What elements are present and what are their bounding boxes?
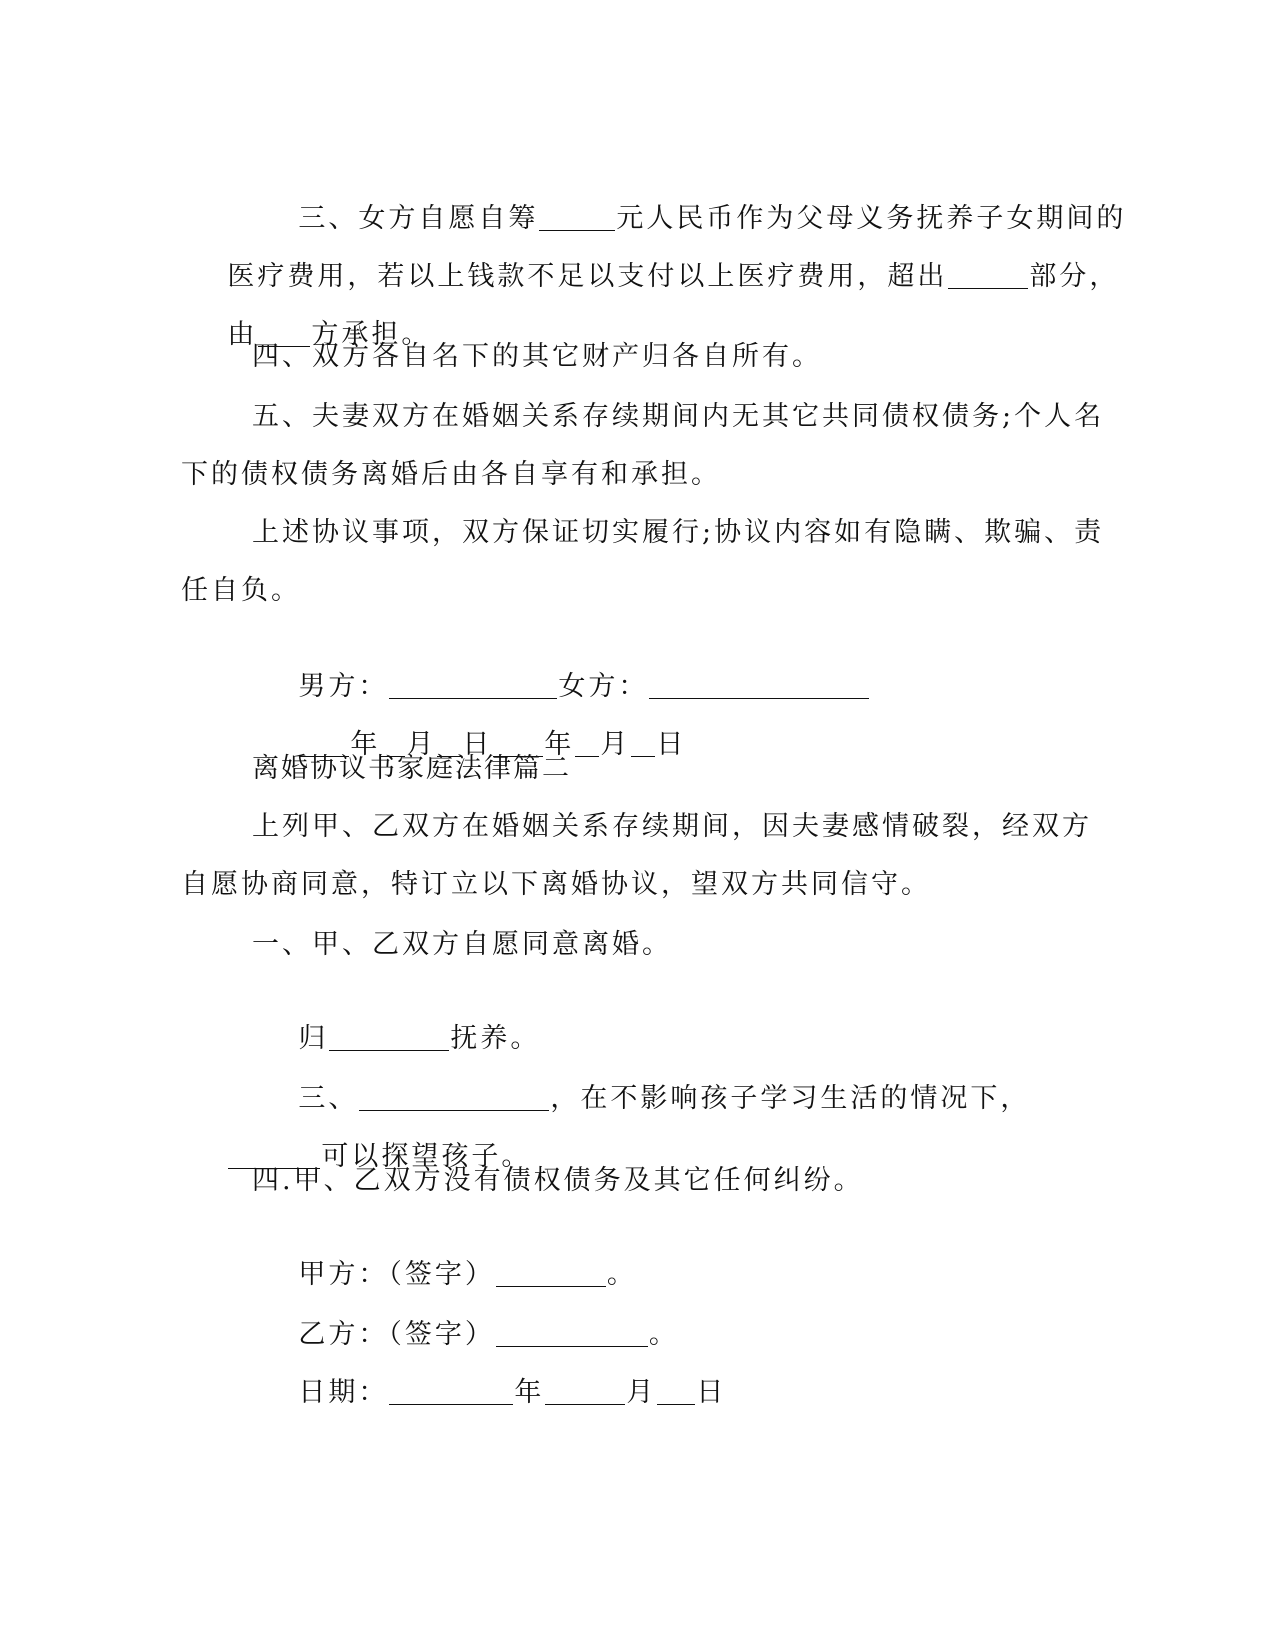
- party-b-label: 乙方：（签字）: [298, 1319, 495, 1350]
- summary-line1: 上述协议事项，双方保证切实履行;协议内容如有隐瞒、欺骗、责: [252, 517, 1105, 548]
- date-label: 日期：: [298, 1377, 389, 1408]
- text: 。: [648, 1319, 679, 1350]
- day-blank: [631, 730, 655, 757]
- day-label: 日: [696, 1377, 727, 1408]
- month-label: 月: [406, 729, 437, 760]
- year-label: 年: [350, 729, 381, 760]
- text: 可以探望孩子。: [321, 1141, 532, 1172]
- male-label: 男方：: [298, 671, 389, 702]
- text: 部分，: [1029, 261, 1120, 292]
- blank-line: [948, 262, 1028, 289]
- text: 归: [298, 1023, 329, 1054]
- text: 抚养。: [450, 1023, 541, 1054]
- year-label: 年: [514, 1377, 545, 1408]
- female-label: 女方：: [558, 671, 649, 702]
- month-blank: [545, 1378, 625, 1405]
- intro-line2: 自愿协商同意，特订立以下离婚协议，望双方共同信守。: [181, 869, 931, 900]
- party-a-label: 甲方：（签字）: [298, 1259, 495, 1290]
- day-label: 日: [462, 729, 493, 760]
- day-blank: [657, 1378, 695, 1405]
- text: 。: [606, 1259, 637, 1290]
- section-heading: 离婚协议书家庭法律篇二: [252, 753, 571, 784]
- day-label: 日: [656, 729, 687, 760]
- month-label: 月: [626, 1377, 657, 1408]
- text: 三、女方自愿自筹: [298, 203, 539, 234]
- text: 医疗费用，若以上钱款不足以支付以上医疗费用，超出: [227, 261, 948, 292]
- intro-line1: 上列甲、乙双方在婚姻关系存续期间，因夫妻感情破裂，经双方: [252, 811, 1092, 842]
- text: ，在不影响孩子学习生活的情况下，: [550, 1083, 1031, 1114]
- para4: 四、双方各自名下的其它财产归各自所有。: [252, 341, 822, 372]
- item4: 四.甲、乙双方没有债权债务及其它任何纠纷。: [252, 1165, 864, 1196]
- year-label: 年: [544, 729, 575, 760]
- text: 三、: [298, 1083, 359, 1114]
- month-label: 月: [600, 729, 631, 760]
- text: 元人民币作为父母义务抚养子女期间的: [616, 203, 1127, 234]
- text: 由: [227, 319, 258, 350]
- item1: 一、甲、乙双方自愿同意离婚。: [252, 929, 672, 960]
- date-line: [252, 1339, 726, 1447]
- month-blank: [575, 730, 599, 757]
- year-blank: [389, 1378, 513, 1405]
- text: 方承担。: [311, 319, 432, 350]
- summary-line2: 任自负。: [181, 575, 301, 606]
- para5-line2: 下的债权债务离婚后由各自享有和承担。: [181, 459, 721, 490]
- para5-line1: 五、夫妻双方在婚姻关系存续期间内无其它共同债权债务;个人名: [252, 401, 1105, 432]
